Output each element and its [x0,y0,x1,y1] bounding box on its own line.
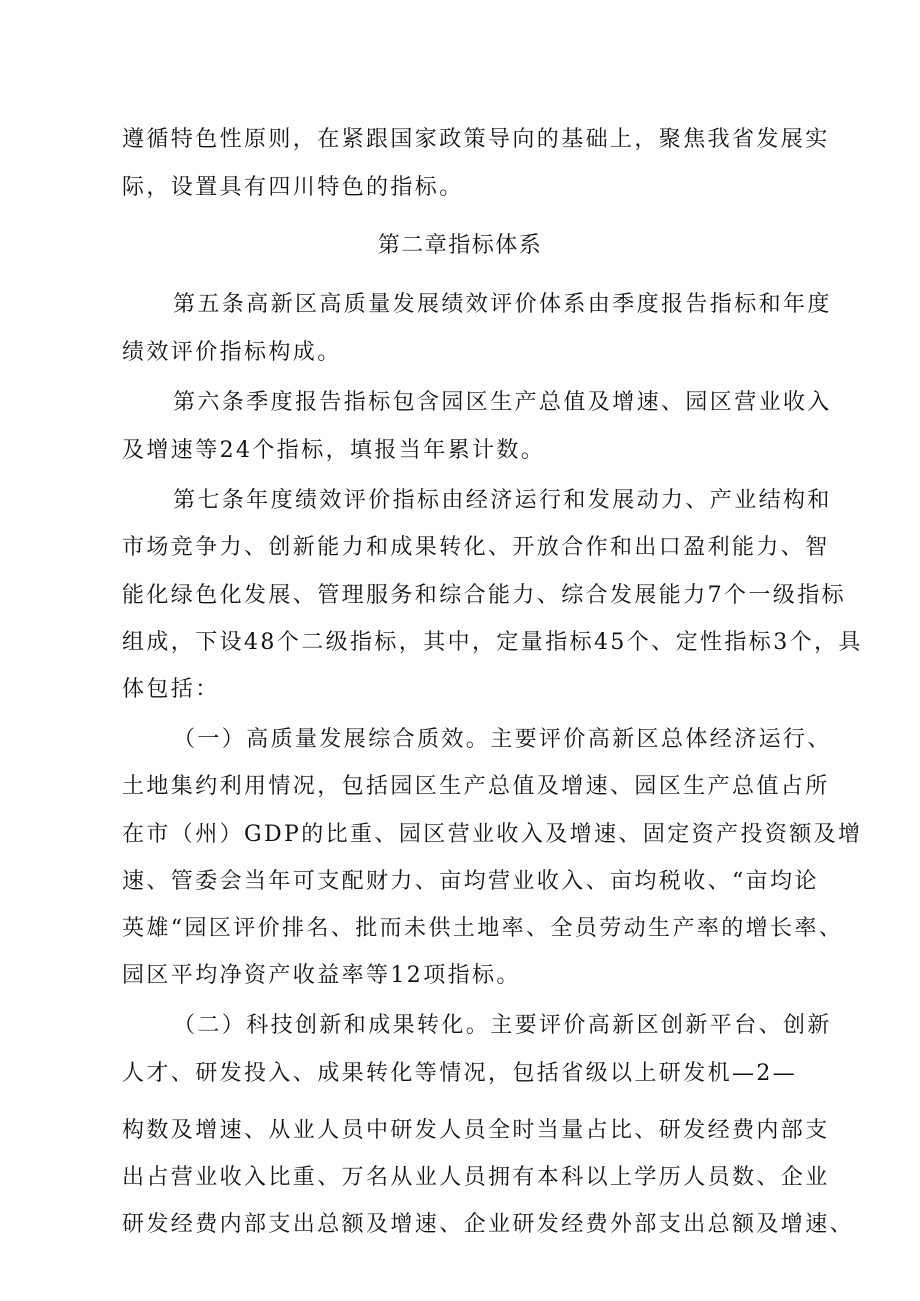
paragraph-line: 遵循特色性原则，在紧跟国家政策导向的基础上，聚焦我省发展实 [122,127,830,152]
paragraph-line: 园区平均净资产收益率等12项指标。 [122,963,521,988]
paragraph-line: 第七条年度绩效评价指标由经济运行和发展动力、产业结构和 [173,488,832,513]
paragraph-line: （二）科技创新和成果转化。主要评价高新区创新平台、创新 [173,1013,832,1038]
paragraph-line: 市场竞争力、创新能力和成果转化、开放合作和出口盈利能力、智 [122,535,830,560]
paragraph-line: 研发经费内部支出总额及增速、企业研发经费外部支出总额及增速、 [122,1212,855,1237]
paragraph-line: 在市（州）GDP的比重、园区营业收入及增速、固定资产投资额及增 [122,822,863,847]
chapter-heading: 第二章指标体系 [377,233,543,258]
paragraph-line: 组成，下设48个二级指标，其中，定量指标45个、定性指标3个，具 [122,630,863,655]
paragraph-line: 速、管委会当年可支配财力、亩均营业收入、亩均税收、“亩均论 [122,869,819,894]
paragraph-line: 绩效评价指标构成。 [122,340,342,365]
paragraph-line: 际，设置具有四川特色的指标。 [122,175,464,200]
paragraph-line: （一）高质量发展综合质效。主要评价高新区总体经济运行、 [173,727,832,752]
paragraph-line: 人才、研发投入、成果转化等情况，包括省级以上研发机—2— [122,1061,798,1086]
paragraph-line: 英雄“园区评价排名、批而未供土地率、全员劳动生产率的增长率、 [122,916,844,941]
paragraph-line: 能化绿色化发展、管理服务和综合能力、综合发展能力7个一级指标 [122,583,846,608]
paragraph-line: 第五条高新区高质量发展绩效评价体系由季度报告指标和年度 [173,292,832,317]
paragraph-line: 体包括： [122,677,220,702]
paragraph-line: 出占营业收入比重、万名从业人员拥有本科以上学历人员数、企业 [122,1165,830,1190]
paragraph-line: 及增速等24个指标，填报当年累计数。 [122,438,546,463]
paragraph-line: 第六条季度报告指标包含园区生产总值及增速、园区营业收入 [173,390,832,415]
paragraph-line: 构数及增速、从业人员中研发人员全时当量占比、研发经费内部支 [122,1118,830,1143]
paragraph-line: 土地集约利用情况，包括园区生产总值及增速、园区生产总值占所 [122,774,830,799]
